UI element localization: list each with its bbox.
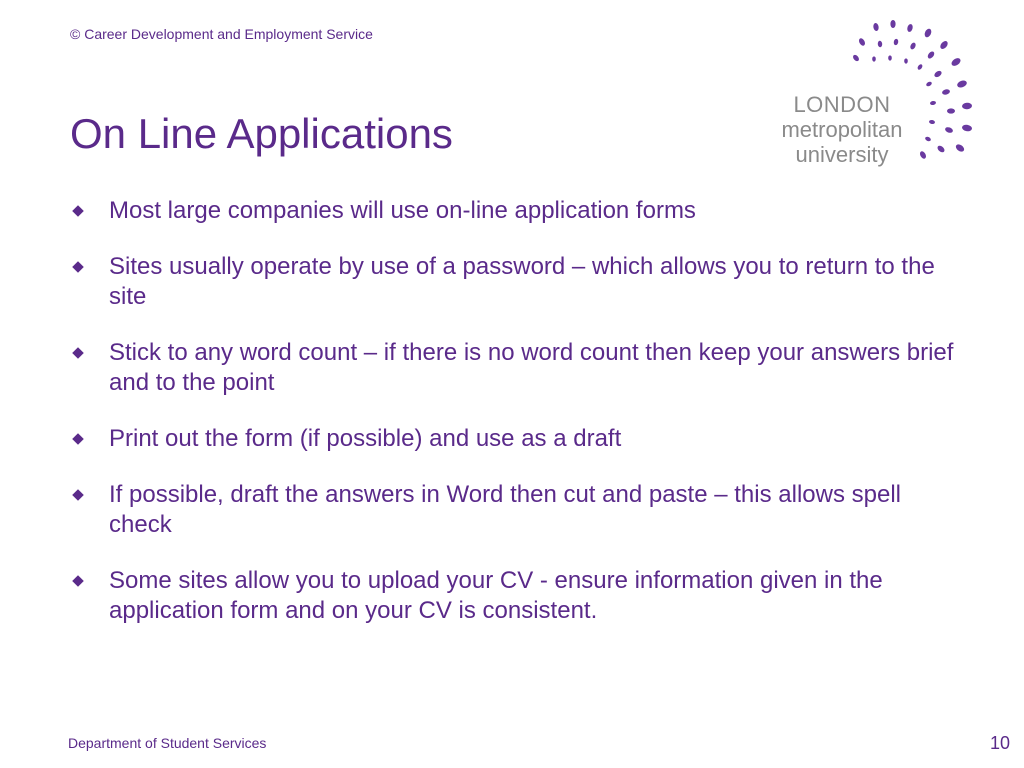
diamond-bullet-icon [72,261,84,273]
diamond-bullet-icon [72,489,84,501]
bullet-item [70,252,970,312]
diamond-bullet-icon [72,347,84,359]
bullet-item [70,424,970,454]
logo-wordmark [768,92,916,167]
bullet-text: Stick to any word count – if there is no word count then keep your answers brief and to the point [109,339,954,396]
bullet-text: If possible, draft the answers in Word then cut and paste – this allows spell check [109,481,901,538]
slide-title: On Line Applications [70,110,453,157]
page-number: 10 [989,733,1010,753]
copyright-notice: © Career Development and Employment Service [70,26,373,42]
logo-line-london: LONDON [793,92,891,117]
diamond-bullet-icon [72,433,84,445]
bullet-item [70,566,970,626]
logo-line-metropolitan: metropolitan [781,117,903,142]
bullet-text: Sites usually operate by use of a password – which allows you to return to the site [109,253,935,310]
university-logo [768,18,998,178]
bullet-list [70,196,970,652]
diamond-bullet-icon [72,205,84,217]
footer-department: Department of Student Services [68,735,267,751]
bullet-text: Most large companies will use on-line application forms [109,197,696,224]
bullet-text: Some sites allow you to upload your CV - ensure information given in the application form and on your CV is consistent. [109,567,883,624]
logo-line-university: university [795,142,889,167]
bullet-item [70,196,970,226]
diamond-bullet-icon [72,575,84,587]
bullet-item [70,480,970,540]
bullet-text: Print out the form (if possible) and use as a draft [109,425,622,452]
bullet-item [70,338,970,398]
